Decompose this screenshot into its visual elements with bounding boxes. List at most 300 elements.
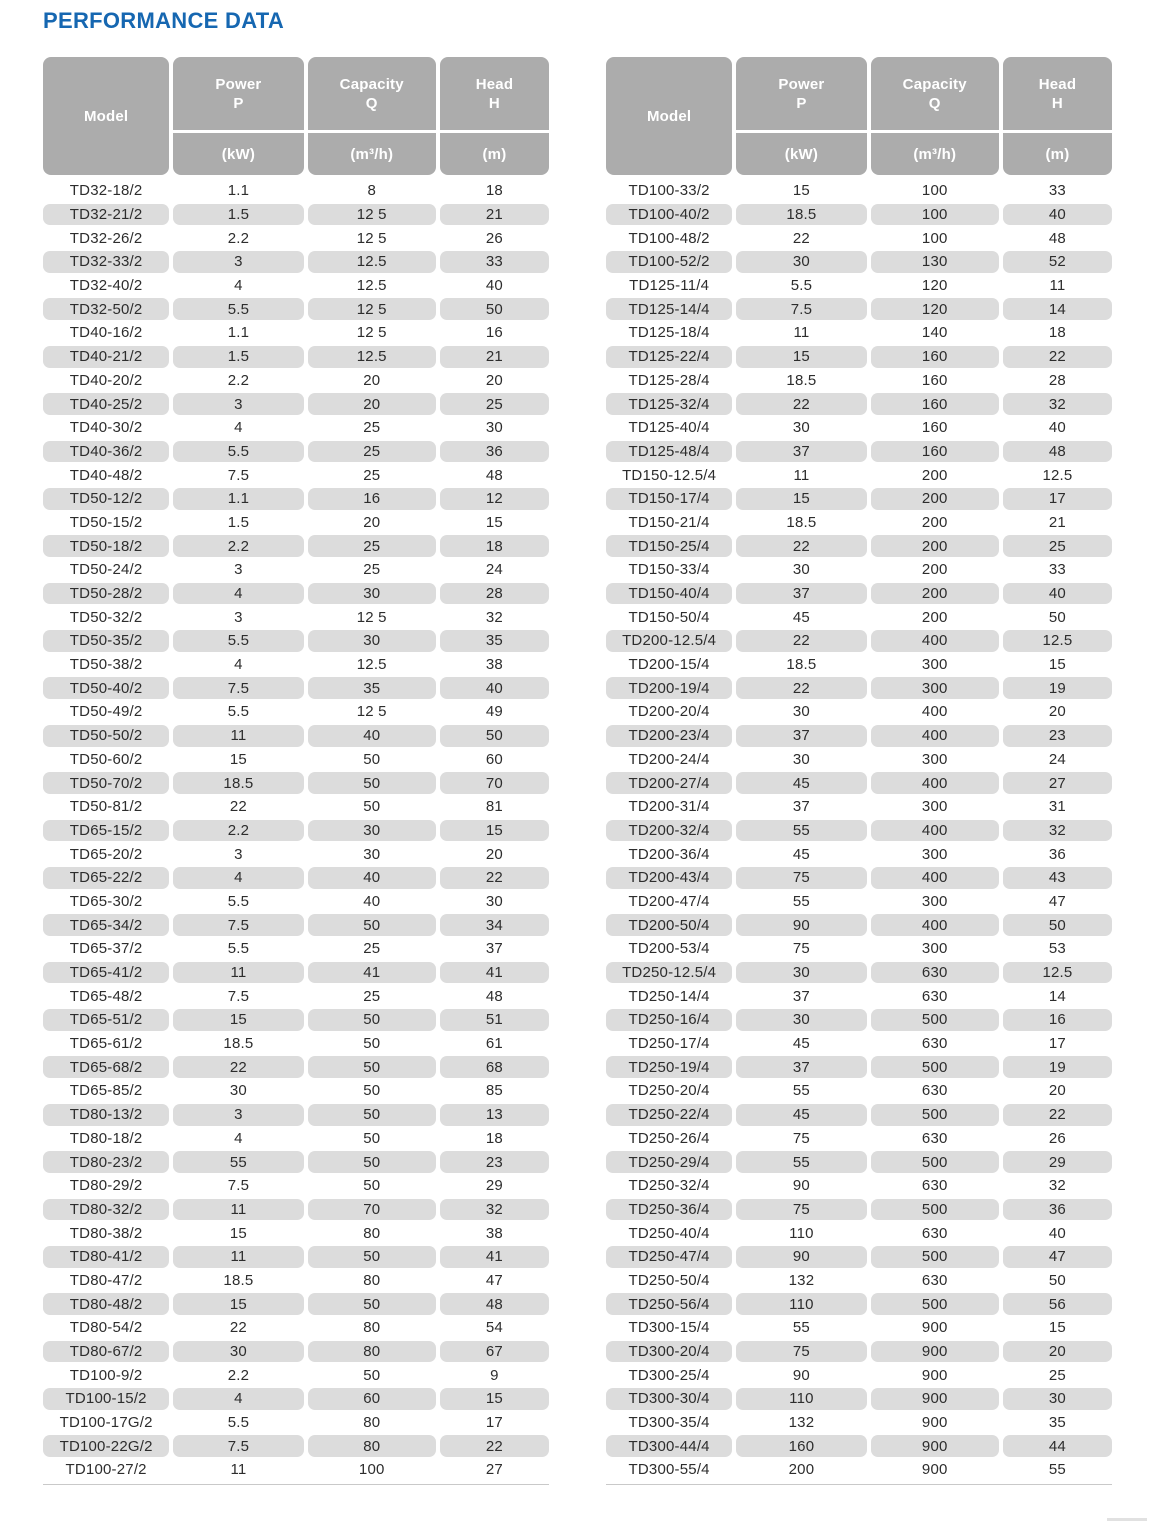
- capacity-cell: 200: [871, 535, 999, 557]
- head-header-cell: [440, 57, 549, 130]
- table-header: [606, 57, 1112, 175]
- head-cell: 53: [1048, 940, 1066, 958]
- power-cell: 7.5: [173, 1435, 303, 1457]
- model-cell: TD50-60/2: [69, 750, 143, 768]
- capacity-cell: 900: [921, 1319, 948, 1337]
- model-cell: TD65-41/2: [43, 962, 169, 984]
- power-cell: 37: [736, 583, 866, 605]
- power-cell: 11: [173, 962, 303, 984]
- power-unit-cell: (kW): [173, 133, 303, 175]
- head-cell: 25: [1048, 1366, 1066, 1384]
- power-cell: 30: [792, 750, 810, 768]
- model-cell: TD100-52/2: [606, 251, 732, 273]
- capacity-cell: 80: [363, 1319, 381, 1337]
- capacity-cell: 630: [921, 1177, 948, 1195]
- capacity-cell: 12 5: [356, 703, 387, 721]
- head-cell: 40: [440, 677, 549, 699]
- model-cell: TD150-25/4: [606, 535, 732, 557]
- capacity-cell: 630: [921, 1271, 948, 1289]
- power-cell: 7.5: [227, 1177, 250, 1195]
- head-cell: 50: [1048, 608, 1066, 626]
- head-header-label: Head: [1038, 75, 1077, 93]
- capacity-cell: 200: [921, 513, 948, 531]
- model-header-cell: [43, 57, 169, 175]
- power-cell: 30: [173, 1341, 303, 1363]
- head-cell: 44: [1003, 1435, 1112, 1457]
- model-cell: TD250-29/4: [606, 1151, 732, 1173]
- power-cell: 37: [736, 725, 866, 747]
- power-cell: 2.2: [173, 535, 303, 557]
- head-cell: 28: [1048, 371, 1066, 389]
- power-cell: 55: [173, 1151, 303, 1173]
- head-cell: 18: [1048, 324, 1066, 342]
- power-cell: 3: [234, 561, 243, 579]
- capacity-cell: 30: [363, 845, 381, 863]
- model-cell: TD250-56/4: [606, 1293, 732, 1315]
- model-cell: TD200-23/4: [606, 725, 732, 747]
- capacity-cell: 400: [871, 820, 999, 842]
- head-cell: 52: [1003, 251, 1112, 273]
- power-cell: 30: [792, 703, 810, 721]
- power-cell: 1.1: [227, 182, 250, 200]
- capacity-cell: 300: [871, 677, 999, 699]
- model-cell: TD200-24/4: [628, 750, 710, 768]
- head-cell: 11: [1049, 277, 1066, 295]
- capacity-cell: 12.5: [308, 346, 436, 368]
- head-cell: 22: [440, 867, 549, 889]
- head-cell: 19: [1003, 1056, 1112, 1078]
- head-cell: 18: [440, 535, 549, 557]
- capacity-cell: 50: [308, 772, 436, 794]
- head-cell: 49: [485, 703, 503, 721]
- model-cell: TD200-53/4: [628, 940, 710, 958]
- model-cell: TD125-28/4: [628, 371, 710, 389]
- power-cell: 15: [173, 1009, 303, 1031]
- power-cell: 18.5: [223, 1271, 254, 1289]
- head-cell: 30: [485, 419, 503, 437]
- head-cell: 27: [485, 1461, 503, 1479]
- capacity-header-cell: [308, 57, 436, 130]
- model-cell: TD250-36/4: [606, 1199, 732, 1221]
- power-cell: 110: [736, 1388, 866, 1410]
- model-cell: TD80-18/2: [69, 1129, 143, 1147]
- head-cell: 32: [440, 1199, 549, 1221]
- model-cell: TD100-15/2: [43, 1388, 169, 1410]
- model-cell: TD65-61/2: [69, 1035, 143, 1053]
- capacity-cell: 300: [921, 656, 948, 674]
- model-cell: TD80-67/2: [43, 1341, 169, 1363]
- head-cell: 33: [440, 251, 549, 273]
- power-cell: 55: [792, 1082, 810, 1100]
- capacity-cell: 50: [308, 1056, 436, 1078]
- table-bottom-divider: [606, 1484, 1112, 1485]
- model-cell: TD65-22/2: [43, 867, 169, 889]
- capacity-cell: 630: [921, 1082, 948, 1100]
- head-cell: 40: [1003, 204, 1112, 226]
- model-cell: TD200-50/4: [606, 914, 732, 936]
- head-cell: 12.5: [1003, 630, 1112, 652]
- power-cell: 1.1: [227, 324, 250, 342]
- power-cell: 11: [230, 1461, 247, 1479]
- model-cell: TD80-38/2: [69, 1224, 143, 1242]
- power-cell: 11: [173, 725, 303, 747]
- capacity-cell: 500: [871, 1009, 999, 1031]
- model-cell: TD100-48/2: [628, 229, 710, 247]
- table-right-body: [606, 180, 1112, 1481]
- power-cell: 4: [234, 656, 243, 674]
- capacity-cell: 50: [363, 1177, 381, 1195]
- power-cell: 75: [736, 867, 866, 889]
- power-cell: 18.5: [173, 772, 303, 794]
- model-cell: TD300-55/4: [628, 1461, 710, 1479]
- capacity-cell: 400: [871, 772, 999, 794]
- power-cell: 4: [234, 277, 243, 295]
- power-cell: 2.2: [227, 371, 250, 389]
- model-cell: TD80-32/2: [43, 1199, 169, 1221]
- table-bottom-divider: [43, 1484, 549, 1485]
- model-cell: TD250-32/4: [628, 1177, 710, 1195]
- capacity-cell: 100: [921, 229, 948, 247]
- head-cell: 21: [440, 204, 549, 226]
- capacity-cell: 500: [871, 1199, 999, 1221]
- head-cell: 12.5: [1003, 962, 1112, 984]
- power-cell: 90: [792, 1366, 810, 1384]
- head-cell: 40: [1048, 419, 1066, 437]
- head-cell: 51: [440, 1009, 549, 1031]
- model-cell: TD40-30/2: [69, 419, 143, 437]
- model-cell: TD50-15/2: [69, 513, 143, 531]
- power-cell: 11: [793, 324, 810, 342]
- model-cell: TD125-11/4: [629, 277, 710, 295]
- power-cell: 45: [792, 608, 810, 626]
- capacity-cell: 50: [308, 1104, 436, 1126]
- power-cell: 30: [736, 251, 866, 273]
- head-cell: 17: [1003, 488, 1112, 510]
- model-cell: TD80-29/2: [69, 1177, 143, 1195]
- power-cell: 22: [736, 677, 866, 699]
- head-cell: 40: [485, 277, 503, 295]
- capacity-cell: 400: [871, 630, 999, 652]
- power-cell: 15: [229, 1224, 247, 1242]
- performance-table-left: [43, 57, 549, 1485]
- capacity-cell: 8: [367, 182, 377, 200]
- capacity-cell: 630: [921, 987, 948, 1005]
- capacity-cell: 50: [308, 1246, 436, 1268]
- capacity-cell: 100: [921, 182, 948, 200]
- head-cell: 25: [1003, 535, 1112, 557]
- head-cell: 16: [1003, 1009, 1112, 1031]
- capacity-cell: 900: [871, 1435, 999, 1457]
- model-cell: TD80-13/2: [43, 1104, 169, 1126]
- power-cell: 4: [173, 583, 303, 605]
- table-left-body: [43, 180, 549, 1481]
- head-cell: 37: [485, 940, 503, 958]
- head-cell: 43: [1003, 867, 1112, 889]
- power-cell: 18.5: [786, 656, 817, 674]
- capacity-cell: 25: [363, 466, 381, 484]
- model-cell: TD65-85/2: [69, 1082, 143, 1100]
- power-cell: 11: [173, 1246, 303, 1268]
- head-cell: 61: [485, 1035, 503, 1053]
- head-cell: 36: [440, 441, 549, 463]
- head-cell: 70: [440, 772, 549, 794]
- capacity-cell: 630: [921, 1035, 948, 1053]
- capacity-cell: 12 5: [356, 229, 387, 247]
- model-cell: TD65-34/2: [43, 914, 169, 936]
- head-cell: 40: [1003, 583, 1112, 605]
- head-cell: 81: [485, 798, 503, 816]
- model-cell: TD65-37/2: [69, 940, 143, 958]
- power-cell: 22: [736, 630, 866, 652]
- capacity-cell: 500: [871, 1104, 999, 1126]
- capacity-cell: 160: [871, 393, 999, 415]
- capacity-cell: 50: [363, 1035, 381, 1053]
- head-unit-cell: (m): [440, 133, 549, 175]
- head-cell: 38: [485, 656, 503, 674]
- head-cell: 34: [440, 914, 549, 936]
- capacity-cell: 35: [308, 677, 436, 699]
- model-cell: TD200-19/4: [606, 677, 732, 699]
- head-cell: 25: [440, 393, 549, 415]
- power-cell: 37: [792, 798, 810, 816]
- power-cell: 90: [736, 914, 866, 936]
- power-cell: 1.5: [173, 346, 303, 368]
- model-cell: TD65-51/2: [43, 1009, 169, 1031]
- power-cell: 1.1: [173, 488, 303, 510]
- capacity-cell: 400: [871, 914, 999, 936]
- head-cell: 85: [485, 1082, 503, 1100]
- head-cell: 9: [490, 1366, 499, 1384]
- head-cell: 36: [1003, 1199, 1112, 1221]
- model-cell: TD50-70/2: [43, 772, 169, 794]
- model-cell: TD200-31/4: [628, 798, 710, 816]
- capacity-unit-cell: (m³/h): [308, 133, 436, 175]
- capacity-cell: 80: [363, 1271, 381, 1289]
- model-cell: TD200-47/4: [628, 892, 710, 910]
- capacity-cell: 160: [921, 371, 948, 389]
- capacity-cell: 25: [308, 441, 436, 463]
- model-cell: TD150-12.5/4: [622, 466, 717, 484]
- model-cell: TD40-16/2: [69, 324, 143, 342]
- power-cell: 3: [173, 1104, 303, 1126]
- power-cell: 55: [736, 1151, 866, 1173]
- model-header-cell: [606, 57, 732, 175]
- capacity-cell: 40: [308, 725, 436, 747]
- head-cell: 56: [1003, 1293, 1112, 1315]
- capacity-cell: 50: [363, 798, 381, 816]
- model-cell: TD150-17/4: [606, 488, 732, 510]
- capacity-cell: 500: [871, 1293, 999, 1315]
- power-header-symbol: P: [233, 94, 244, 112]
- head-cell: 55: [1048, 1461, 1066, 1479]
- capacity-cell: 200: [921, 561, 948, 579]
- capacity-cell: 900: [921, 1461, 948, 1479]
- power-cell: 5.5: [227, 703, 250, 721]
- head-header-label: Head: [475, 75, 514, 93]
- head-header-symbol: H: [1051, 94, 1063, 112]
- capacity-cell: 630: [921, 1224, 948, 1242]
- capacity-cell: 500: [871, 1151, 999, 1173]
- model-cell: TD300-30/4: [606, 1388, 732, 1410]
- capacity-cell: 900: [921, 1366, 948, 1384]
- model-cell: TD125-40/4: [628, 419, 710, 437]
- head-cell: 22: [1003, 1104, 1112, 1126]
- head-cell: 14: [1003, 298, 1112, 320]
- capacity-cell: 80: [363, 1414, 381, 1432]
- model-cell: TD65-15/2: [43, 820, 169, 842]
- head-cell: 29: [485, 1177, 503, 1195]
- head-cell: 41: [440, 962, 549, 984]
- model-cell: TD250-17/4: [628, 1035, 710, 1053]
- power-cell: 18.5: [786, 513, 817, 531]
- head-cell: 47: [1003, 1246, 1112, 1268]
- capacity-cell: 25: [363, 940, 381, 958]
- model-cell: TD50-18/2: [43, 535, 169, 557]
- power-cell: 22: [736, 393, 866, 415]
- head-cell: 48: [485, 987, 503, 1005]
- power-cell: 5.5: [173, 298, 303, 320]
- power-cell: 75: [736, 1341, 866, 1363]
- head-cell: 40: [1048, 1224, 1066, 1242]
- page-edge-artifact: [1107, 1518, 1147, 1521]
- model-cell: TD250-40/4: [628, 1224, 710, 1242]
- power-cell: 90: [736, 1246, 866, 1268]
- capacity-cell: 30: [308, 583, 436, 605]
- power-cell: 55: [736, 820, 866, 842]
- model-cell: TD80-41/2: [43, 1246, 169, 1268]
- model-cell: TD200-20/4: [628, 703, 710, 721]
- model-cell: TD50-32/2: [69, 608, 143, 626]
- head-cell: 30: [1003, 1388, 1112, 1410]
- power-cell: 18.5: [223, 1035, 254, 1053]
- capacity-header-label: Capacity: [902, 75, 967, 93]
- head-cell: 20: [1003, 1341, 1112, 1363]
- head-cell: 29: [1003, 1151, 1112, 1173]
- capacity-cell: 200: [921, 466, 948, 484]
- model-cell: TD200-15/4: [628, 656, 710, 674]
- head-cell: 47: [485, 1271, 503, 1289]
- capacity-cell: 50: [363, 1366, 381, 1384]
- power-cell: 30: [736, 1009, 866, 1031]
- model-cell: TD50-28/2: [43, 583, 169, 605]
- capacity-cell: 20: [363, 513, 381, 531]
- head-cell: 35: [1048, 1414, 1066, 1432]
- head-cell: 47: [1048, 892, 1066, 910]
- power-cell: 15: [736, 488, 866, 510]
- power-cell: 90: [792, 1177, 810, 1195]
- head-cell: 22: [1003, 346, 1112, 368]
- power-cell: 45: [792, 1035, 810, 1053]
- power-cell: 2.2: [227, 1366, 250, 1384]
- capacity-cell: 25: [308, 535, 436, 557]
- power-cell: 5.5: [173, 441, 303, 463]
- head-cell: 26: [485, 229, 503, 247]
- power-header-symbol: P: [796, 94, 807, 112]
- head-cell: 17: [1048, 1035, 1066, 1053]
- head-cell: 33: [1048, 182, 1066, 200]
- head-cell: 50: [1048, 1271, 1066, 1289]
- head-cell: 12: [440, 488, 549, 510]
- model-cell: TD50-50/2: [43, 725, 169, 747]
- model-cell: TD32-50/2: [43, 298, 169, 320]
- head-cell: 17: [485, 1414, 503, 1432]
- capacity-cell: 12 5: [356, 324, 387, 342]
- power-cell: 7.5: [227, 466, 250, 484]
- head-cell: 32: [1048, 1177, 1066, 1195]
- capacity-cell: 160: [921, 419, 948, 437]
- power-cell: 4: [173, 1388, 303, 1410]
- model-cell: TD250-47/4: [606, 1246, 732, 1268]
- capacity-cell: 30: [308, 820, 436, 842]
- model-cell: TD200-36/4: [628, 845, 710, 863]
- power-cell: 75: [736, 1199, 866, 1221]
- capacity-cell: 40: [308, 867, 436, 889]
- model-cell: TD300-44/4: [606, 1435, 732, 1457]
- head-cell: 32: [1003, 393, 1112, 415]
- head-cell: 31: [1048, 798, 1066, 816]
- power-cell: 55: [792, 892, 810, 910]
- head-cell: 14: [1048, 987, 1066, 1005]
- power-cell: 45: [736, 772, 866, 794]
- power-cell: 15: [736, 346, 866, 368]
- model-cell: TD300-15/4: [628, 1319, 710, 1337]
- model-header-label: Model: [83, 107, 129, 125]
- power-cell: 160: [736, 1435, 866, 1457]
- head-cell: 21: [1048, 513, 1066, 531]
- power-cell: 22: [229, 798, 247, 816]
- model-cell: TD50-12/2: [43, 488, 169, 510]
- model-cell: TD80-48/2: [43, 1293, 169, 1315]
- capacity-cell: 300: [921, 750, 948, 768]
- power-cell: 75: [792, 940, 810, 958]
- model-cell: TD32-21/2: [43, 204, 169, 226]
- model-cell: TD80-23/2: [43, 1151, 169, 1173]
- model-cell: TD40-21/2: [43, 346, 169, 368]
- capacity-cell: 41: [308, 962, 436, 984]
- power-cell: 1.5: [173, 204, 303, 226]
- model-cell: TD200-43/4: [606, 867, 732, 889]
- model-header-label: Model: [646, 107, 692, 125]
- model-cell: TD250-14/4: [628, 987, 710, 1005]
- model-cell: TD125-48/4: [606, 441, 732, 463]
- model-cell: TD100-9/2: [69, 1366, 143, 1384]
- power-header-cell: [173, 57, 303, 130]
- power-cell: 200: [788, 1461, 815, 1479]
- model-cell: TD300-35/4: [628, 1414, 710, 1432]
- power-cell: 7.5: [736, 298, 866, 320]
- power-cell: 4: [234, 419, 243, 437]
- capacity-cell: 200: [921, 608, 948, 626]
- model-cell: TD150-50/4: [628, 608, 710, 626]
- power-cell: 15: [173, 1293, 303, 1315]
- power-cell: 37: [792, 987, 810, 1005]
- capacity-cell: 12 5: [308, 204, 436, 226]
- model-cell: TD200-32/4: [606, 820, 732, 842]
- capacity-cell: 200: [871, 583, 999, 605]
- power-cell: 30: [792, 561, 810, 579]
- power-cell: 110: [789, 1224, 814, 1242]
- model-cell: TD65-30/2: [69, 892, 143, 910]
- power-cell: 5.5: [227, 940, 250, 958]
- power-cell: 3: [234, 608, 243, 626]
- head-cell: 50: [1003, 914, 1112, 936]
- model-cell: TD125-32/4: [606, 393, 732, 415]
- model-cell: TD50-38/2: [69, 656, 143, 674]
- power-cell: 45: [736, 1104, 866, 1126]
- model-cell: TD250-20/4: [628, 1082, 710, 1100]
- capacity-cell: 100: [871, 204, 999, 226]
- model-cell: TD150-21/4: [628, 513, 710, 531]
